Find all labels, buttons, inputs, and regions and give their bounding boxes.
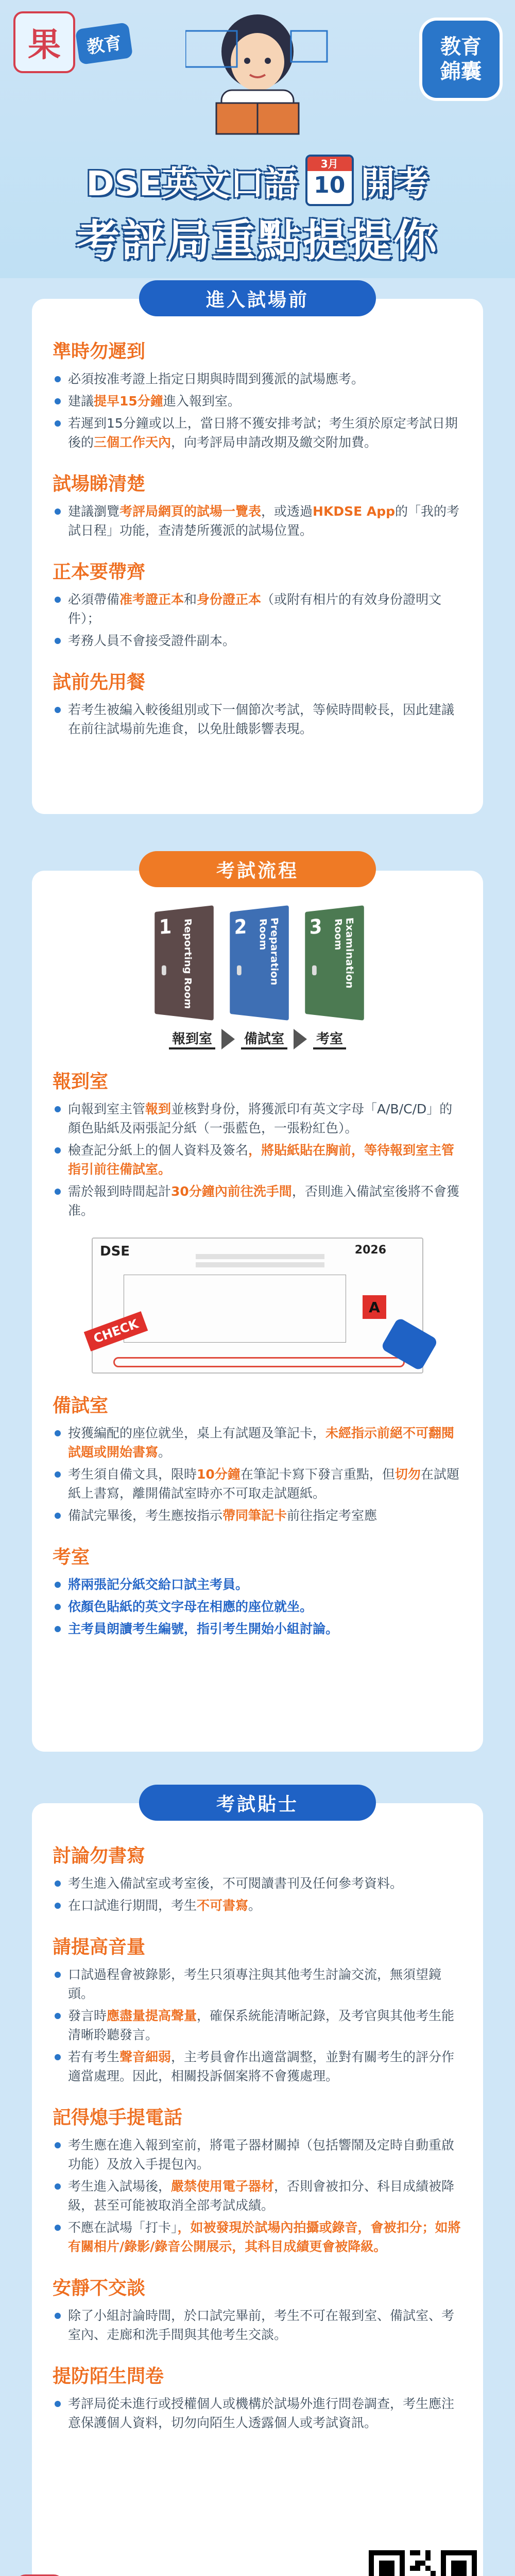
section-heading-exam-process: 考試流程 (139, 851, 376, 887)
highlight-text: 應盡量提高聲量 (107, 2008, 197, 2023)
bullet-text: 口試過程會被錄影，考生只須專注與其他考生討論交流，無須望鏡頭。 (68, 1967, 442, 2001)
subsection-title: 試前先用餐 (53, 672, 146, 693)
bullet-item (53, 2047, 462, 2086)
bullet-text: 若遲到15分鐘或以上，當日將不獲安排考試；考生須於原定考試日期後的 (68, 416, 458, 450)
bullet-list (53, 1575, 462, 1638)
bullet-text: ，主考員會作出適當調整，並對有關考生的評分作適當處理。因此，相關投訴個案將不會獲處理。 (68, 2049, 455, 2083)
highlight-text: 10分鐘 (197, 1467, 241, 1482)
bullet-item (53, 1506, 462, 1525)
bullet-list (53, 1965, 462, 2086)
bullet-item (53, 1099, 462, 1138)
bullet-list (53, 2394, 462, 2432)
highlight-text: ，將貼紙貼在胸前，等待報到室主管指引前往備試室。 (68, 1143, 455, 1177)
highlight-text: 不可書寫 (197, 1898, 249, 1913)
bullet-text: 必須帶備 (68, 592, 120, 607)
bullet-text: ，確保系統能清晰記錄，及考官與其他考生能清晰聆聽發言。 (68, 2008, 455, 2042)
bullet-text: 在試題紙上書寫，離開備試室時亦不可取走試題紙。 (68, 1467, 459, 1501)
door-number: 1 (159, 915, 172, 939)
flow-step-preparation: 備試室 (241, 1028, 287, 1049)
bullet-text: 和 (184, 592, 197, 607)
qr-code-icon[interactable] (369, 2550, 477, 2576)
bullet-list (53, 1099, 462, 1220)
bullet-text: ，或透過 (261, 504, 313, 519)
sheet-highlight (113, 1357, 405, 1367)
bullet-list (53, 700, 462, 738)
subsection-title: 準時勿遲到 (53, 341, 146, 362)
bullet-text: 建議 (68, 394, 94, 409)
bullet-item (53, 2218, 462, 2256)
bullet-list (53, 590, 462, 650)
bullet-item (53, 1597, 462, 1616)
bullet-text: 發言時 (68, 2008, 107, 2023)
bullet-text: 。 (248, 1898, 262, 1913)
door-number: 2 (234, 915, 247, 939)
bullet-text: ，否則會被扣分、科目成績被降級，甚至可能被取消全部考試成績。 (68, 2179, 455, 2213)
bullet-text: 考務人員不會接受證件副本。 (68, 633, 236, 648)
sheet-dse-label: DSE (100, 1244, 130, 1259)
sheet-grid (124, 1275, 346, 1343)
bullet-text: 考生進入備試室或考室後，不可閱讀書刊及任何參考資料。 (68, 1876, 403, 1891)
bullet-item (53, 502, 462, 540)
bullet-item (53, 2006, 462, 2044)
bullet-text: 。 (158, 1445, 171, 1460)
subsection-title: 討論勿書寫 (53, 1845, 146, 1867)
bullet-text: 若有考生 (68, 2049, 120, 2064)
bullet-item (53, 1575, 462, 1594)
bullet-text: 考評局從未進行或授權個人或機構於試場外進行問卷調查，考生應注意保護個人資料，切勿向陌生人透露個人或考試資訊。 (68, 2396, 455, 2430)
bullet-text: 必須按准考證上指定日期與時間到獲派的試場應考。 (68, 371, 365, 386)
subsection-title: 請提高音量 (53, 1937, 146, 1958)
section-exam-process-card (32, 871, 483, 1752)
flow-step-exam: 考室 (313, 1028, 346, 1049)
bullet-item (53, 369, 462, 388)
highlight-text: 切勿 (394, 1467, 421, 1482)
bullet-text: 考生進入試場後， (68, 2179, 171, 2194)
bullet-list (53, 369, 462, 452)
bullet-text: 並核對身份，將獲派印有英文字母「A/B/C/D」的顏色貼紙及兩張記分紙（一張藍色，一張粉紅色）。 (68, 1101, 453, 1136)
bullet-text: ，否則進入備試室後將不會獲准。 (68, 1184, 459, 1218)
edu-tips-badge (422, 21, 500, 98)
title-line1 (52, 155, 464, 206)
highlight-text: 三個工作天內 (94, 435, 171, 450)
bullet-item (53, 1182, 462, 1220)
title-part2: 開考 (360, 163, 429, 204)
flow-step-reporting: 報到室 (169, 1028, 215, 1049)
bullet-item (53, 631, 462, 650)
badge-line2: 錦囊 (440, 60, 482, 83)
bullet-text: 考生應在進入報到室前，將電子器材關掉（包括響鬧及定時自動重啟功能）及放入手提包內。 (68, 2138, 455, 2172)
dotdotnews-logo: 果 (13, 11, 75, 73)
bullet-list (53, 502, 462, 540)
door-label: Reporting Room (182, 918, 194, 1010)
door-label: Preparation Room (258, 917, 280, 986)
section-before-exam-card (32, 299, 483, 814)
badge-line1: 教育 (440, 35, 482, 59)
bullet-item (53, 1619, 462, 1638)
subsection-title: 試場睇清楚 (53, 473, 146, 495)
highlight-text: 30分鐘內前往洗手間 (171, 1184, 292, 1199)
date-calendar-icon (305, 155, 354, 206)
subsection-title: 提防陌生問卷 (53, 2366, 164, 2387)
bullet-text: 備試完畢後，考生應按指示 (68, 1508, 223, 1523)
bullet-text: 向報到室主管 (68, 1101, 146, 1116)
bullet-item (53, 392, 462, 411)
arrow-right-icon (221, 1029, 235, 1049)
door-number: 3 (309, 915, 322, 939)
bullet-text: 按獲編配的座位就坐，桌上有試題及筆記卡， (68, 1426, 326, 1440)
section-heading-before-exam: 進入試場前 (139, 280, 376, 316)
bullet-text: 在口試進行期間，考生 (68, 1898, 197, 1913)
door-3 (305, 905, 364, 1021)
highlight-text: 考評局網頁的試場一覽表 (119, 504, 262, 519)
door-label: Examination Room (333, 917, 355, 989)
bullet-item (53, 700, 462, 738)
door-knob-icon (237, 965, 242, 975)
highlight-text: 提早15分鐘 (94, 394, 163, 409)
bullet-item (53, 1896, 462, 1915)
section-heading-exam-tips: 考試貼士 (139, 1785, 376, 1821)
bullet-item (53, 1874, 462, 1893)
header-banner (0, 0, 515, 278)
date-month: 3月 (307, 157, 352, 171)
sheet-letter-box: A (363, 1295, 386, 1319)
bullet-item (53, 1465, 462, 1503)
highlight-text: 聲音細弱 (119, 2049, 171, 2064)
bullet-item (53, 2136, 462, 2174)
bullet-text: （或附有相片的有效身份證明文件）； (68, 592, 442, 626)
bullet-list (53, 1423, 462, 1525)
bullet-text: 前往指定考室應 (287, 1508, 377, 1523)
bullet-item (53, 414, 462, 452)
bullet-text: 將兩張記分紙交給口試主考員。 (68, 1577, 249, 1592)
bullet-item (53, 2394, 462, 2432)
date-day: 10 (314, 172, 346, 198)
bullet-list (53, 2306, 462, 2344)
sheet-year: 2026 (354, 1244, 386, 1257)
bullet-item (53, 2177, 462, 2215)
subsection-title: 記得熄手提電話 (53, 2107, 183, 2128)
bullet-text: 若考生被編入較後組別或下一個節次考試，等候時間較長，因此建議在前往試場前先進食，以免肚餓影響表現。 (68, 702, 455, 736)
door-2 (230, 905, 289, 1021)
student-reading-illustration (185, 10, 330, 144)
main-title: 考評局重點提提你 (76, 215, 439, 266)
room-flow (53, 1028, 462, 1049)
bullet-text: ，向考評局申請改期及繳交附加費。 (171, 435, 377, 450)
bullet-text: 除了小組討論時間，於口試完畢前，考生不可在報到室、備試室、考室內、走廊和洗手間與其他考生交談。 (68, 2308, 455, 2342)
highlight-text: ，如被發現於試場內拍攝或錄音，會被扣分；如將有關相片/錄影/錄音公開展示，其科目成績更會被降級。 (68, 2220, 461, 2254)
bullet-text: 進入報到室。 (163, 394, 241, 409)
subsection-title: 正本要帶齊 (53, 562, 146, 583)
door-knob-icon (162, 965, 166, 975)
bullet-list (53, 1874, 462, 1915)
bullet-item (53, 1423, 462, 1462)
highlight-text: HKDSE App (313, 504, 396, 519)
bullet-item (53, 1965, 462, 2003)
highlight-text: 報到 (145, 1101, 171, 1116)
bullet-text: 依顏色貼紙的英文字母在相應的座位就坐。 (68, 1599, 313, 1614)
check-label: CHECK (84, 1311, 148, 1351)
score-sheet-illustration (92, 1238, 423, 1374)
bullet-text: 建議瀏覽 (68, 504, 120, 519)
bullet-text: 考生須自備文具，限時 (68, 1467, 197, 1482)
edu-badge: 教育 (75, 22, 133, 65)
subsection-title: 考室 (53, 1547, 90, 1568)
bullet-text: 的「我的考試日程」功能，查清楚所獲派的試場位置。 (68, 504, 460, 538)
section-exam-tips-card (32, 1803, 483, 2576)
subsection-title: 備試室 (53, 1395, 109, 1416)
highlight-text: 准考證正本 (119, 592, 184, 607)
highlight-text: 身份證正本 (197, 592, 262, 607)
arrow-right-icon (294, 1029, 307, 1049)
bullet-item (53, 1141, 462, 1179)
door-1 (154, 905, 214, 1021)
highlight-text: 帶同筆記卡 (222, 1508, 287, 1523)
bullet-text: 需於報到時間起計 (68, 1184, 171, 1199)
bullet-text: 檢查記分紙上的個人資料及簽名 (68, 1143, 249, 1158)
room-doors-illustration (53, 909, 462, 1017)
bullet-item (53, 2306, 462, 2344)
subsection-title: 報到室 (53, 1071, 109, 1092)
dotdotnews-mascot-logo (11, 2571, 78, 2576)
bullet-text: 主考員朗讀考生編號，指引考生開始小組討論。 (68, 1621, 339, 1636)
title-part1: DSE英文口語 (86, 163, 298, 204)
highlight-text: 嚴禁使用電子器材 (171, 2179, 274, 2194)
bullet-text: 在筆記卡寫下發言重點，但 (240, 1467, 395, 1482)
bullet-text: 不應在試場「打卡」 (68, 2220, 178, 2235)
bullet-list (53, 2136, 462, 2256)
bullet-item (53, 590, 462, 628)
highlight-text: 未經指示前絕不可翻閱試題或開始書寫 (68, 1426, 455, 1460)
subsection-title: 安靜不交談 (53, 2278, 146, 2299)
door-knob-icon (312, 965, 317, 975)
